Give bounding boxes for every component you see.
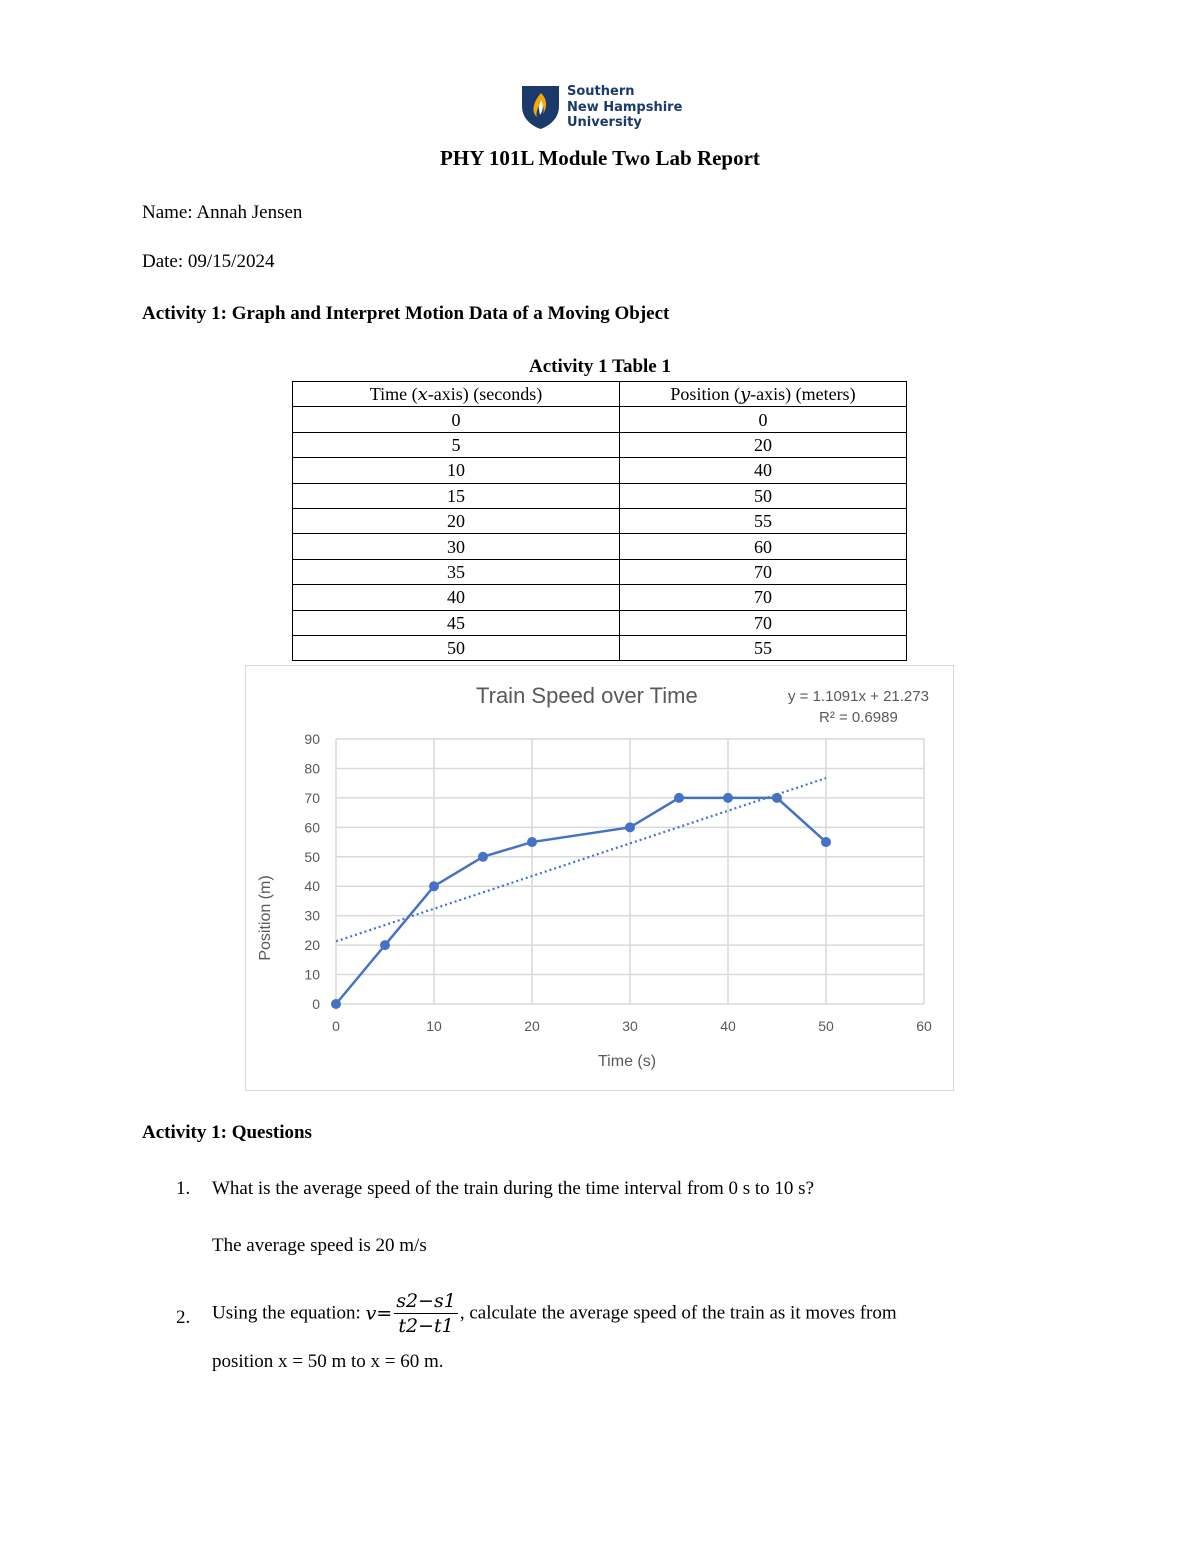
y-tick-label: 80 <box>304 760 320 777</box>
question-1-answer: The average speed is 20 m/s <box>212 1235 427 1256</box>
trendline-r2: R² = 0.6989 <box>819 709 898 726</box>
time-cell: 45 <box>293 610 620 635</box>
data-point <box>821 837 831 847</box>
data-point <box>380 940 390 950</box>
x-axis-label: Time (s) <box>598 1053 657 1070</box>
university-logo <box>521 84 691 132</box>
question-1-number: 1. <box>176 1178 191 1199</box>
question-2-text: Using the equation: v= $\frac{s2-s1}{t2-t1}$ , calculate the average speed of the train as it moves from <box>212 1290 897 1337</box>
question-2-number: 2. <box>176 1307 191 1328</box>
table-row <box>293 559 907 584</box>
time-cell: 50 <box>293 635 620 660</box>
table-row <box>293 610 907 635</box>
table-row <box>293 458 907 483</box>
time-cell: 35 <box>293 559 620 584</box>
table-row <box>293 635 907 660</box>
position-cell: 70 <box>620 585 907 610</box>
table-row <box>293 585 907 610</box>
x-tick-label: 60 <box>916 1018 932 1034</box>
position-cell: 55 <box>620 508 907 533</box>
y-tick-label: 20 <box>304 937 320 954</box>
data-point <box>478 852 488 862</box>
x-tick-label: 20 <box>524 1018 540 1034</box>
position-cell: 60 <box>620 534 907 559</box>
data-point <box>723 793 733 803</box>
time-cell: 15 <box>293 483 620 508</box>
y-tick-label: 50 <box>304 848 320 865</box>
y-tick-label: 40 <box>304 878 320 895</box>
position-cell: 70 <box>620 610 907 635</box>
shield-flame-icon <box>521 84 563 130</box>
data-point <box>429 881 439 891</box>
question-2-text-line2: position x = 50 m to x = 60 m. <box>212 1351 444 1372</box>
position-cell: 50 <box>620 483 907 508</box>
time-cell: 10 <box>293 458 620 483</box>
document-title: PHY 101L Module Two Lab Report <box>440 146 760 170</box>
table-row <box>293 534 907 559</box>
chart-plot <box>246 666 955 1092</box>
position-cell: 40 <box>620 458 907 483</box>
y-tick-label: 60 <box>304 819 320 836</box>
x-tick-label: 50 <box>818 1018 834 1034</box>
y-tick-label: 90 <box>304 731 320 747</box>
equation-v: v= <box>365 1302 393 1325</box>
time-cell: 5 <box>293 432 620 457</box>
x-tick-label: 30 <box>622 1018 638 1034</box>
trendline-equation: y = 1.1091x + 21.273 <box>788 688 929 705</box>
chart-title: Train Speed over Time <box>476 683 698 708</box>
position-cell: 0 <box>620 407 907 432</box>
speed-equation: $\frac{s2-s1}{t2-t1}$ <box>396 1290 456 1337</box>
data-point <box>772 793 782 803</box>
y-tick-label: 30 <box>304 907 320 924</box>
time-cell: 30 <box>293 534 620 559</box>
table-title: Activity 1 Table 1 <box>529 356 671 377</box>
position-cell: 20 <box>620 432 907 457</box>
series-line <box>336 798 826 1004</box>
chart <box>245 665 954 1091</box>
date-line: Date: 09/15/2024 <box>142 251 275 272</box>
table-header-row <box>293 382 907 407</box>
data-point <box>331 999 341 1009</box>
x-tick-label: 0 <box>332 1018 340 1034</box>
header-time: Time (x-axis) (seconds) <box>293 382 620 407</box>
table-row <box>293 483 907 508</box>
data-point <box>527 837 537 847</box>
time-cell: 0 <box>293 407 620 432</box>
y-tick-label: 10 <box>304 966 320 983</box>
name-line: Name: Annah Jensen <box>142 202 303 223</box>
header-position: Position (y-axis) (meters) <box>620 382 907 407</box>
data-point <box>625 822 635 832</box>
table-row <box>293 508 907 533</box>
data-table <box>292 381 907 661</box>
y-tick-label: 70 <box>304 789 320 806</box>
question-1-text: What is the average speed of the train during the time interval from 0 s to 10 s? <box>212 1178 815 1199</box>
position-cell: 55 <box>620 635 907 660</box>
time-cell: 40 <box>293 585 620 610</box>
x-tick-label: 10 <box>426 1018 442 1034</box>
time-cell: 20 <box>293 508 620 533</box>
x-tick-label: 40 <box>720 1018 736 1034</box>
questions-heading: Activity 1: Questions <box>142 1122 312 1143</box>
y-axis-label: Position (m) <box>257 875 274 961</box>
table-row <box>293 407 907 432</box>
data-point <box>674 793 684 803</box>
y-tick-label: 0 <box>312 996 320 1012</box>
position-cell: 70 <box>620 559 907 584</box>
table-row <box>293 432 907 457</box>
activity-heading: Activity 1: Graph and Interpret Motion Data of a Moving Object <box>142 303 670 324</box>
logo-wordmark: Southern New Hampshire University <box>567 84 683 130</box>
